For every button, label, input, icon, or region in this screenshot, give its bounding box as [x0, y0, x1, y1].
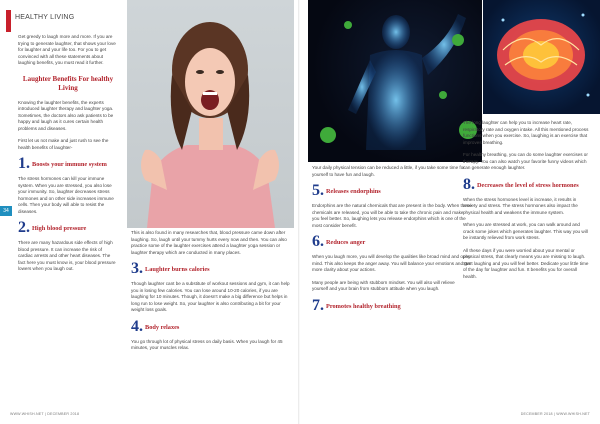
paragraph: There are many hazardous side effects of high blood pressure. It can increase the risk of cardiac arrests and other heart diseases. The fact here you must know is, your blood pressure lowers when you laugh out. — [18, 240, 116, 271]
heading-number: 3. — [131, 260, 143, 277]
woman-illustration — [127, 0, 294, 228]
paragraph: First let us not make and just rush to see the health benefits of laughter- — [18, 138, 109, 150]
paragraph: Knowing the laughter benefits, the experts introduced laughter therapy and laughter yoga. Sometimes, the doctors also ask patients to be happy and laugh as it cures certain health problems and diseases. — [18, 99, 114, 131]
paragraph: All these days if you were worried about your mental or physical stress, that clearly means you are missing to laugh. Start laughing and you will feel better. Dedicate your little time of the day for laughter and fun. It benefits you for overall health. — [463, 247, 589, 279]
heading-text: Reduces anger — [326, 239, 366, 246]
right-page — [300, 0, 600, 424]
section-title: HEALTHY LIVING — [15, 14, 75, 21]
heading-text: Laughter burns calories — [145, 266, 210, 273]
intro-paragraph: Get greedy to laugh more and more. If you are trying to generate laughter, that shows your love for laughter and your life too. For you to get convinced with all these statements about laughing benefits, you must read it further. — [18, 34, 116, 65]
heading-number: 6. — [312, 233, 324, 250]
heading-number: 1. — [18, 155, 30, 172]
heading-8 — [463, 175, 590, 193]
heading-number: 5. — [312, 182, 324, 199]
footer-left: WWW.WHISH.NET | DECEMBER 2018 — [10, 412, 80, 416]
heading-5 — [312, 184, 472, 198]
left-column-1 — [18, 34, 118, 279]
paragraph: Many people are being with stubborn mindset. You will also will relieve yourself and your brain from stubborn attitude when you laugh. — [312, 279, 455, 291]
page-number: 34 — [0, 206, 12, 216]
heading-text: Decreases the level of stress hormones — [477, 181, 579, 189]
heading-3 — [131, 262, 293, 276]
heading-text: Boosts your immune system — [32, 161, 107, 168]
heading-number: 7. — [312, 296, 324, 314]
right-column-2 — [463, 120, 590, 286]
section-marker — [6, 10, 11, 32]
heading-7 — [312, 296, 472, 314]
heading-2 — [18, 221, 118, 235]
body-virus-illustration — [308, 0, 482, 162]
brain-illustration — [483, 0, 600, 114]
paragraph: When the stress hormones level is increase, it results in anxiety and stress. The stress hormones also impact the physical health and weakens the immune system. — [463, 196, 578, 215]
heading-6 — [312, 235, 472, 249]
footer-right: DECEMBER 2018 | WWW.WHISH.NET — [520, 412, 590, 416]
paragraph: The long laughter can help you to increase heart rate, respiratory rate and oxygen intake. All this mentioned process functions when you exercise. So, laughing is an exercise that improves breathing. — [463, 120, 589, 145]
screaming-woman-photo — [127, 0, 294, 228]
left-column-2 — [131, 230, 293, 358]
heading-text: Promotes healthy breathing — [326, 302, 401, 310]
paragraph: You go through lot of physical stress on daily basis. When you laugh for 45 minutes, your muscles relax. — [131, 338, 283, 350]
brain-image — [483, 0, 600, 114]
paragraph: For healthy breathing, you can do some laughter exercises or therapy. You can also watch your favorite funny videos which can generate enough laughter. — [463, 152, 588, 170]
paragraph: Though laughter cant be a substitute of workout sessions and gym, it can help you in losing few calories. You can lose around 10-20 calories, if you are laughing for 10 minutes. Though, it doesn't make a big difference but helps in long run to lose weight. So, your laughter is also contributing a bit for your weight loss goals. — [131, 281, 290, 312]
heading-number: 8. — [463, 175, 475, 193]
heading-text: Body relaxes — [145, 323, 180, 331]
heading-text: Releases endorphins — [326, 188, 381, 195]
benefits-box-title: Laughter Benefits For healthy Living — [22, 74, 114, 92]
paragraph: The stress hormones can kill your immune system. When you are stressed, you also lose your immunity. So, laughter decreases stress hormones and on other side increases immune cells. Then your body will able to resist the diseases. — [18, 176, 114, 214]
paragraph: Endorphins are the natural chemicals that are present in the body. When these chemicals are released, you will be able to take the chronic pain and make you feel better. So, laughing lets you release endorphins which is one of the most consider benefit. — [312, 203, 472, 228]
paragraph: When you are stressed at work, you can walk around and crack some jokes which generates laughter. This way you will be instantly relieved from work stress. — [463, 222, 588, 240]
paragraph: This is also found in many researches that, blood pressure came down after laughing. So, laugh until your tummy hurts every now and then. You can also practice some of the laughter exercises attend a laughter yoga session or laughter therapy which are conducted in many places. — [131, 230, 287, 255]
immune-body-image — [308, 0, 482, 162]
heading-number: 4. — [131, 317, 143, 335]
paragraph: Your daily physical tension can be reduced a little, if you take some time for yourself to have fun and laugh. — [312, 165, 465, 177]
heading-number: 2. — [18, 219, 30, 236]
heading-1 — [18, 157, 118, 171]
heading-4 — [131, 317, 293, 335]
right-column-1 — [312, 165, 472, 318]
heading-text: High blood pressure — [32, 225, 87, 232]
paragraph: When you laugh more, you will develop the qualities like broad mind and open mind. This also keeps the anger away. You will balance your emotions and get more clarity about your actions. — [312, 254, 471, 272]
